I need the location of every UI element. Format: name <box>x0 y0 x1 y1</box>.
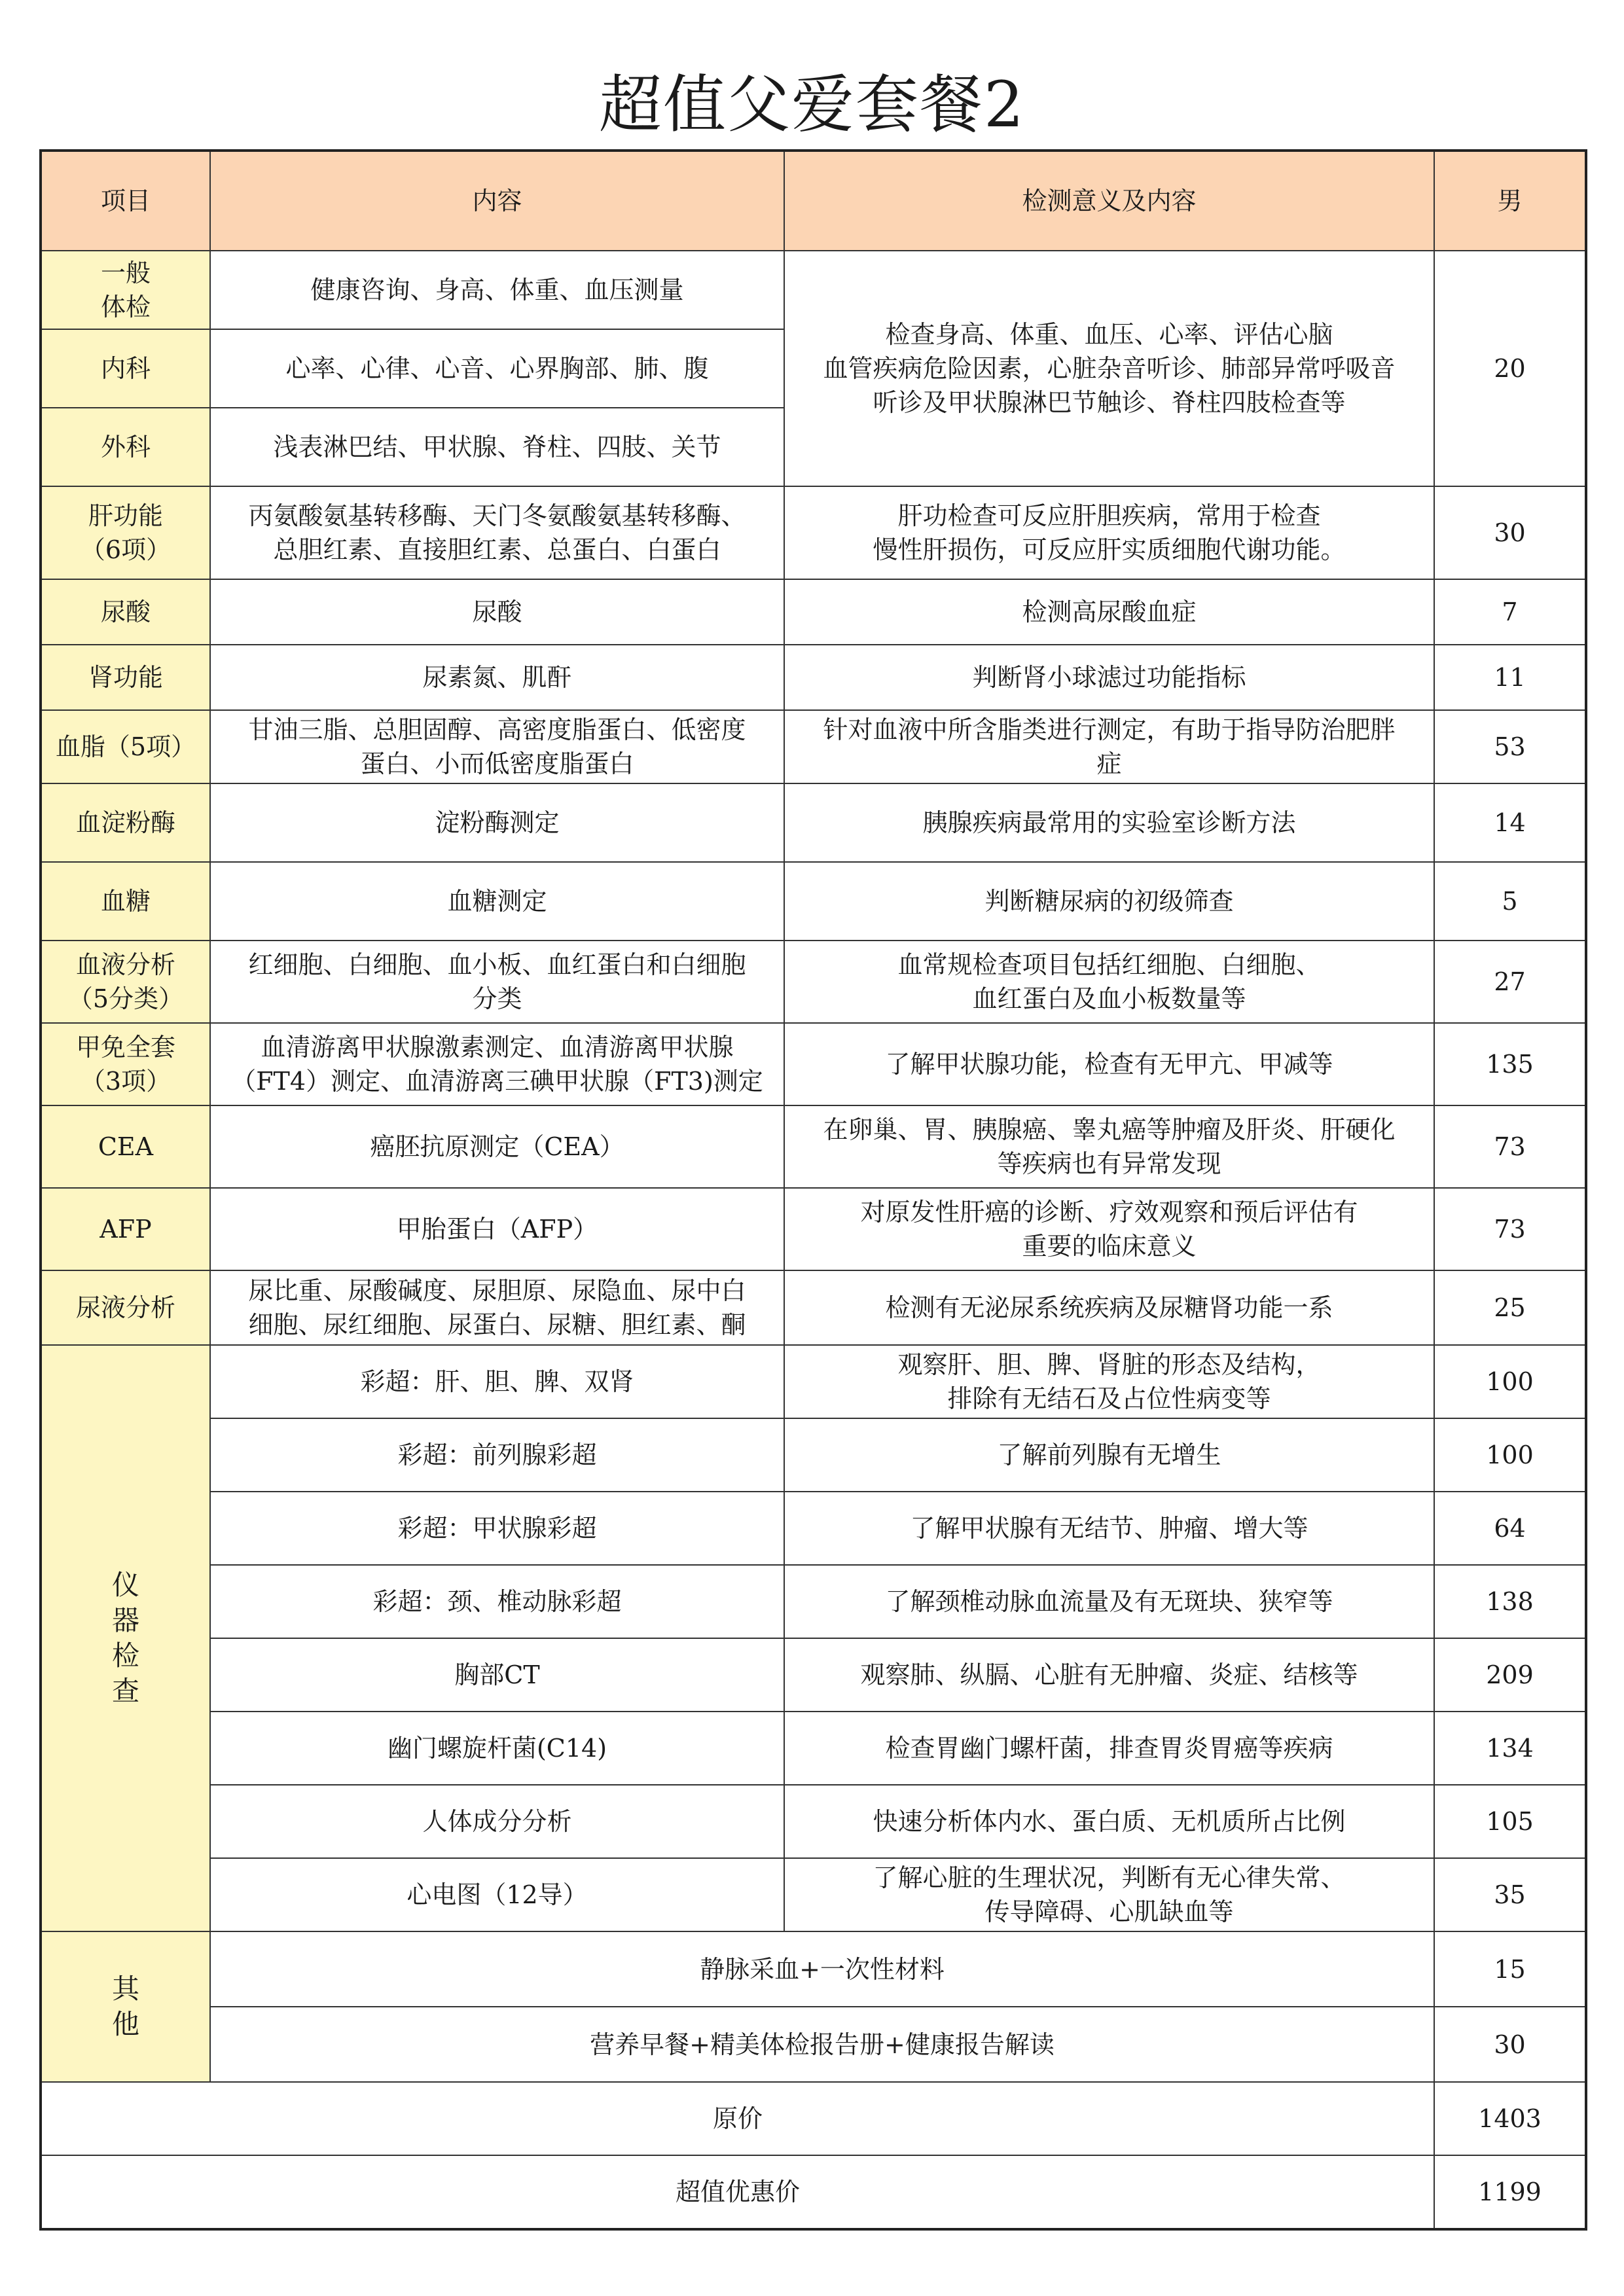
content-cell: 幽门螺旋杆菌(C14) <box>210 1712 784 1785</box>
category-cell: 外科 <box>41 408 210 486</box>
price-cell: 135 <box>1434 1023 1586 1105</box>
content-cell: 红细胞、白细胞、血小板、血红蛋白和白细胞 分类 <box>210 941 784 1023</box>
category-cell: CEA <box>41 1105 210 1188</box>
category-cell: 尿液分析 <box>41 1270 210 1345</box>
category-cell: 血脂（5项） <box>41 710 210 783</box>
price-cell: 11 <box>1434 645 1586 710</box>
content-cell: 血糖测定 <box>210 862 784 941</box>
price-cell: 5 <box>1434 862 1586 941</box>
meaning-cell: 判断肾小球滤过功能指标 <box>784 645 1434 710</box>
content-cell: 彩超：甲状腺彩超 <box>210 1492 784 1565</box>
price-cell: 15 <box>1434 1931 1586 2007</box>
page-title: 超值父爱套餐2 <box>598 68 1026 141</box>
price-cell: 14 <box>1434 783 1586 862</box>
meaning-cell: 对原发性肝癌的诊断、疗效观察和预后评估有 重要的临床意义 <box>784 1188 1434 1270</box>
content-cell: 尿酸 <box>210 579 784 645</box>
header-row <box>41 151 1586 251</box>
category-cell: 内科 <box>41 329 210 408</box>
category-cell-other: 其 他 <box>41 1931 210 2082</box>
table-row <box>41 645 1586 710</box>
table-row <box>41 251 1586 329</box>
meaning-cell: 判断糖尿病的初级筛查 <box>784 862 1434 941</box>
header-item: 项目 <box>41 151 210 251</box>
table-row <box>41 862 1586 941</box>
category-cell: 血糖 <box>41 862 210 941</box>
price-cell: 27 <box>1434 941 1586 1023</box>
category-cell: 尿酸 <box>41 579 210 645</box>
meaning-cell: 检查胃幽门螺杆菌，排查胃炎胃癌等疾病 <box>784 1712 1434 1785</box>
table-row <box>41 1638 1586 1712</box>
meaning-cell: 了解甲状腺功能，检查有无甲亢、甲减等 <box>784 1023 1434 1105</box>
category-cell: 肾功能 <box>41 645 210 710</box>
category-cell: 血液分析 （5分类） <box>41 941 210 1023</box>
price-cell: 53 <box>1434 710 1586 783</box>
price-cell: 35 <box>1434 1858 1586 1931</box>
table-row <box>41 1105 1586 1188</box>
category-cell: AFP <box>41 1188 210 1270</box>
content-cell: 健康咨询、身高、体重、血压测量 <box>210 251 784 329</box>
price-cell: 30 <box>1434 2007 1586 2082</box>
content-cell: 癌胚抗原测定（CEA） <box>210 1105 784 1188</box>
content-cell: 尿素氮、肌酐 <box>210 645 784 710</box>
category-cell: 甲免全套 （3项） <box>41 1023 210 1105</box>
table-row <box>41 1931 1586 2007</box>
meaning-cell: 了解颈椎动脉血流量及有无斑块、狭窄等 <box>784 1565 1434 1638</box>
discount-price-value: 1199 <box>1434 2155 1586 2229</box>
category-cell-instrument: 仪 器 检 查 <box>41 1345 210 1931</box>
table-row <box>41 1492 1586 1565</box>
content-cell: 心电图（12导） <box>210 1858 784 1931</box>
content-cell: 静脉采血+一次性材料 <box>210 1931 1434 2007</box>
table-row <box>41 1712 1586 1785</box>
meaning-cell: 在卵巢、胃、胰腺癌、睾丸癌等肿瘤及肝炎、肝硬化 等疾病也有异常发现 <box>784 1105 1434 1188</box>
price-cell: 73 <box>1434 1188 1586 1270</box>
table-row <box>41 579 1586 645</box>
table-row <box>41 486 1586 579</box>
content-cell: 胸部CT <box>210 1638 784 1712</box>
meaning-cell: 肝功检查可反应肝胆疾病，常用于检查 慢性肝损伤，可反应肝实质细胞代谢功能。 <box>784 486 1434 579</box>
meaning-cell: 检测有无泌尿系统疾病及尿糖肾功能一系 <box>784 1270 1434 1345</box>
table-row <box>41 941 1586 1023</box>
content-cell: 心率、心律、心音、心界胸部、肺、腹 <box>210 329 784 408</box>
meaning-cell: 观察肝、胆、脾、肾脏的形态及结构， 排除有无结石及占位性病变等 <box>784 1345 1434 1418</box>
content-cell: 甘油三脂、总胆固醇、高密度脂蛋白、低密度 蛋白、小而低密度脂蛋白 <box>210 710 784 783</box>
table-row <box>41 1345 1586 1418</box>
price-cell: 73 <box>1434 1105 1586 1188</box>
meaning-cell: 血常规检查项目包括红细胞、白细胞、 血红蛋白及血小板数量等 <box>784 941 1434 1023</box>
table-row <box>41 1188 1586 1270</box>
header-price: 男 <box>1434 151 1586 251</box>
table-row <box>41 1023 1586 1105</box>
table-row <box>41 710 1586 783</box>
content-cell: 浅表淋巴结、甲状腺、脊柱、四肢、关节 <box>210 408 784 486</box>
content-cell: 血清游离甲状腺激素测定、血清游离甲状腺 （FT4）测定、血清游离三碘甲状腺（FT3)测定 <box>210 1023 784 1105</box>
table-row <box>41 783 1586 862</box>
discount-price-row <box>41 2155 1586 2229</box>
category-cell: 一般 体检 <box>41 251 210 329</box>
meaning-cell: 了解心脏的生理状况，判断有无心律失常、 传导障碍、心肌缺血等 <box>784 1858 1434 1931</box>
meaning-cell: 针对血液中所含脂类进行测定，有助于指导防治肥胖 症 <box>784 710 1434 783</box>
meaning-cell: 检查身高、体重、血压、心率、评估心脑 血管疾病危险因素，心脏杂音听诊、肺部异常呼吸音 听诊及甲状腺淋巴节触诊、脊柱四肢检查等 <box>784 251 1434 486</box>
category-cell: 血淀粉酶 <box>41 783 210 862</box>
content-cell: 彩超：肝、胆、脾、双肾 <box>210 1345 784 1418</box>
content-cell: 彩超：前列腺彩超 <box>210 1418 784 1492</box>
price-cell: 138 <box>1434 1565 1586 1638</box>
content-cell: 淀粉酶测定 <box>210 783 784 862</box>
price-cell: 64 <box>1434 1492 1586 1565</box>
price-cell: 105 <box>1434 1785 1586 1858</box>
table-row <box>41 1858 1586 1931</box>
original-price-row <box>41 2082 1586 2155</box>
original-price-value: 1403 <box>1434 2082 1586 2155</box>
meaning-cell: 了解甲状腺有无结节、肿瘤、增大等 <box>784 1492 1434 1565</box>
price-cell: 100 <box>1434 1345 1586 1418</box>
table-row <box>41 1418 1586 1492</box>
original-price-label: 原价 <box>41 2082 1434 2155</box>
price-cell: 134 <box>1434 1712 1586 1785</box>
meaning-cell: 了解前列腺有无增生 <box>784 1418 1434 1492</box>
content-cell: 彩超：颈、椎动脉彩超 <box>210 1565 784 1638</box>
meaning-cell: 观察肺、纵膈、心脏有无肿瘤、炎症、结核等 <box>784 1638 1434 1712</box>
meaning-cell: 胰腺疾病最常用的实验室诊断方法 <box>784 783 1434 862</box>
price-cell: 209 <box>1434 1638 1586 1712</box>
header-meaning: 检测意义及内容 <box>784 151 1434 251</box>
discount-price-label: 超值优惠价 <box>41 2155 1434 2229</box>
price-cell: 100 <box>1434 1418 1586 1492</box>
price-cell: 20 <box>1434 251 1586 486</box>
table-row <box>41 1785 1586 1858</box>
table-row <box>41 2007 1586 2082</box>
table-row <box>41 1565 1586 1638</box>
content-cell: 丙氨酸氨基转移酶、天门冬氨酸氨基转移酶、 总胆红素、直接胆红素、总蛋白、白蛋白 <box>210 486 784 579</box>
table-row <box>41 1270 1586 1345</box>
content-cell: 营养早餐+精美体检报告册+健康报告解读 <box>210 2007 1434 2082</box>
content-cell: 甲胎蛋白（AFP） <box>210 1188 784 1270</box>
price-cell: 25 <box>1434 1270 1586 1345</box>
price-cell: 30 <box>1434 486 1586 579</box>
category-cell: 肝功能 （6项） <box>41 486 210 579</box>
meaning-cell: 检测高尿酸血症 <box>784 579 1434 645</box>
package-table <box>39 149 1587 2231</box>
content-cell: 人体成分分析 <box>210 1785 784 1858</box>
content-cell: 尿比重、尿酸碱度、尿胆原、尿隐血、尿中白 细胞、尿红细胞、尿蛋白、尿糖、胆红素、酮 <box>210 1270 784 1345</box>
header-content: 内容 <box>210 151 784 251</box>
price-cell: 7 <box>1434 579 1586 645</box>
meaning-cell: 快速分析体内水、蛋白质、无机质所占比例 <box>784 1785 1434 1858</box>
